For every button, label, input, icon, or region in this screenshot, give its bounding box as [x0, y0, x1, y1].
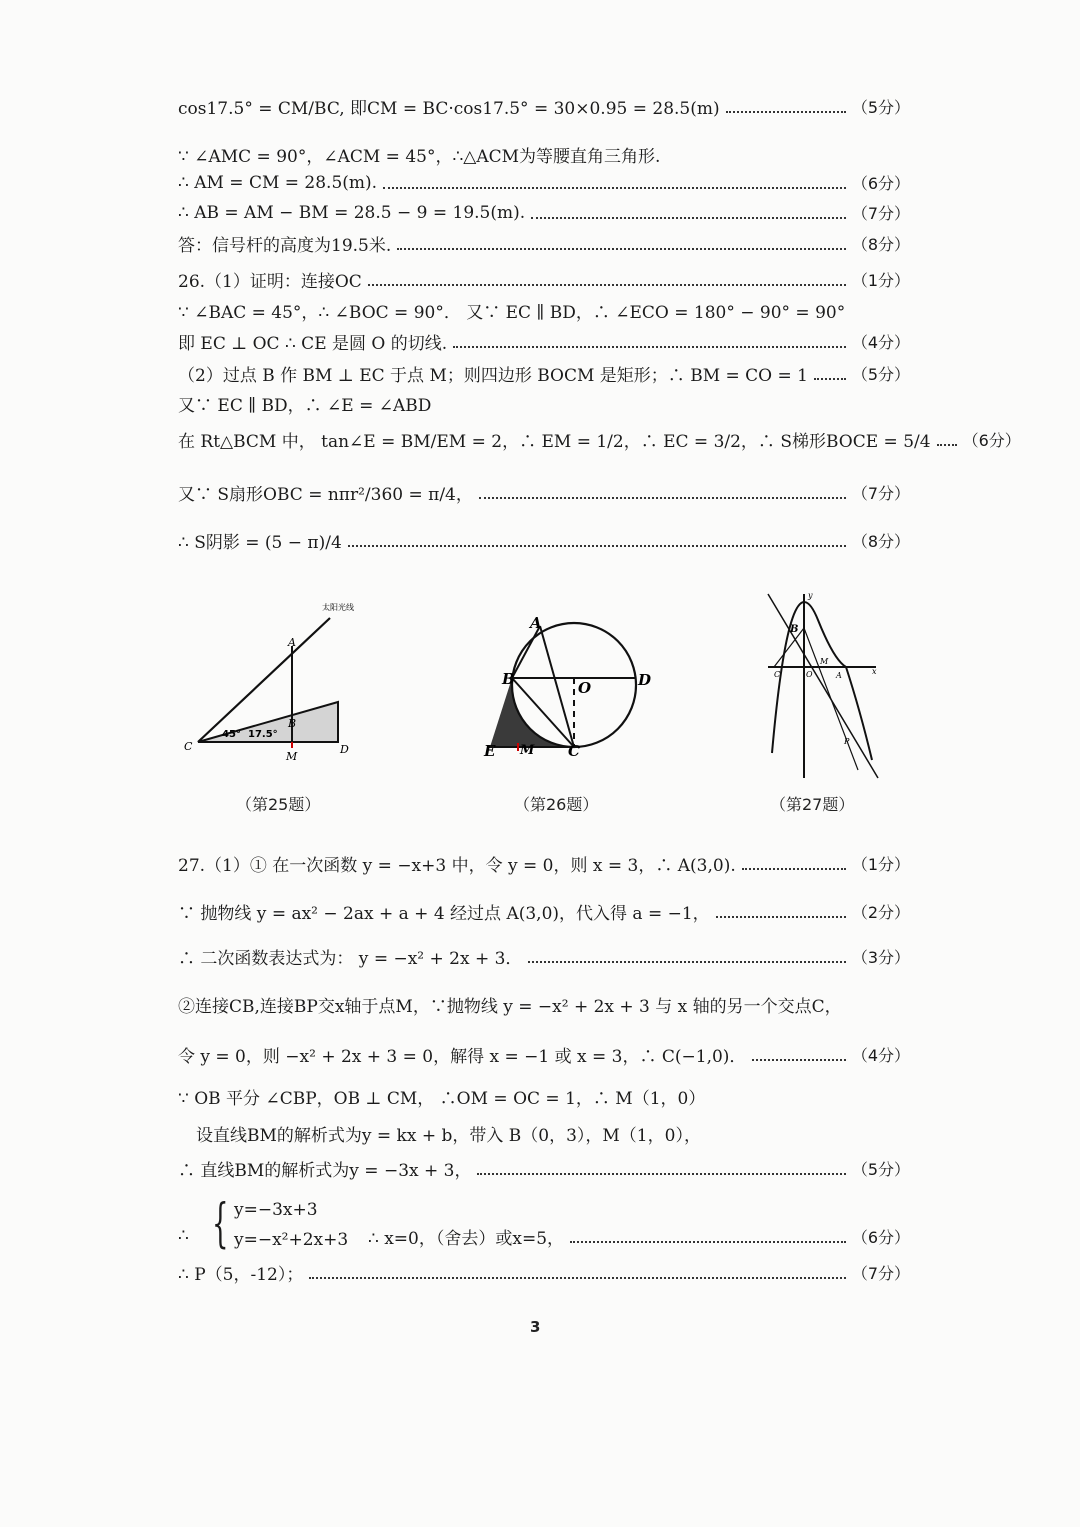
line-26-1: 26.（1）证明：连接OC （1分）: [178, 271, 910, 292]
label-E: E: [484, 742, 496, 760]
line-ab: [768, 594, 878, 778]
page-number: 3: [530, 1318, 541, 1336]
line-27-bisector: ∵ OB 平分 ∠CBP，OB ⊥ CM， ∴OM = OC = 1，∴ M（1，0）: [178, 1089, 706, 1109]
equation-2: y=−x²+2x+3: [234, 1230, 349, 1250]
line-26-sector: 又∵ S扇形OBC = nπr²/360 = π/4， （7分）: [178, 484, 910, 505]
label-A: A: [530, 614, 542, 632]
solution-text: ∴ x=0，（舍去）或x=5，: [368, 1229, 565, 1249]
label-O: O: [806, 670, 813, 679]
equation-system: [178, 1196, 910, 1258]
label-M: M: [820, 657, 829, 666]
label-B: B: [502, 670, 515, 688]
caption-25: （第25题）: [236, 795, 321, 814]
label-angle-45: 45°: [222, 729, 241, 740]
label-angle-17: 17.5°: [248, 729, 278, 740]
line-26-tangent: 即 EC ⊥ OC ∴ CE 是圆 O 的切线. （4分）: [178, 333, 910, 354]
label-P: P: [844, 737, 850, 746]
label-C: C: [184, 740, 193, 753]
equation-1: y=−3x+3: [234, 1200, 318, 1220]
line-26-shaded: ∴ S阴影 = (5 − π)/4 （8分）: [178, 532, 910, 553]
label-O: O: [578, 679, 592, 697]
line-27-1: 27.（1）① 在一次函数 y = −x+3 中，令 y = 0，则 x = 3，∴ A(3,0). （1分）: [178, 855, 910, 876]
line-26-2: （2）过点 B 作 BM ⊥ EC 于点 M；则四边形 BOCM 是矩形；∴ BM = CO = 1 （5分）: [178, 365, 910, 386]
figure-25: [176, 596, 376, 766]
line-27-parabola: ∵ 抛物线 y = ax² − 2ax + a + 4 经过点 A(3,0)，代入得 a = −1， （2分）: [178, 903, 910, 924]
brace-icon: {: [212, 1194, 229, 1254]
solution-score: （6分）: [851, 1228, 910, 1247]
line-cos-calc: cos17.5° = CM/BC, 即CM = BC·cos17.5° = 30×0.95 = 28.5(m) （5分）: [178, 98, 910, 119]
line-am-cm: ∴ AM = CM = 28.5(m). （6分）: [178, 172, 910, 193]
label-D: D: [638, 671, 652, 689]
label-B: B: [288, 717, 297, 730]
line-26-angles: ∵ ∠BAC = 45°，∴ ∠BOC = 90°． 又∵ EC ∥ BD，∴ ∠ECO = 180° − 90° = 90°: [178, 303, 846, 323]
label-C: C: [568, 742, 580, 760]
system-solution: [368, 1224, 910, 1249]
label-B: B: [790, 624, 799, 635]
line-ab: ∴ AB = AM − BM = 28.5 − 9 = 19.5(m). （7分）: [178, 202, 910, 223]
label-D: D: [340, 743, 349, 756]
chord-ab: [512, 626, 540, 678]
label-sunlight: 太阳光线: [322, 603, 354, 612]
figure-26: [480, 608, 660, 768]
line-isosceles: ∵ ∠AMC = 90°，∠ACM = 45°，∴△ACM为等腰直角三角形.: [178, 147, 661, 167]
label-M: M: [520, 743, 535, 758]
label-M: M: [286, 750, 298, 763]
line-27-2: ②连接CB,连接BP交x轴于点M，∵抛物线 y = −x² + 2x + 3 与 x 轴的另一个交点C，: [178, 997, 842, 1017]
shaded-region: [490, 678, 512, 747]
label-y: y: [808, 591, 813, 600]
line-26-parallel: 又∵ EC ∥ BD，∴ ∠E = ∠ABD: [178, 396, 432, 416]
label-A: A: [836, 671, 842, 680]
line-27-setline: 设直线BM的解析式为y = kx + b，带入 B（0，3），M（1，0），: [196, 1126, 701, 1146]
label-A: A: [288, 636, 296, 649]
line-26-tan: 在 Rt△BCM 中， tan∠E = BM/EM = 2，∴ EM = 1/2，∴ EC = 3/2，∴ S梯形BOCE = 5/4 （6分）: [178, 431, 1021, 452]
figure-27: [760, 590, 890, 786]
label-C: C: [774, 670, 781, 679]
line-answer-25: 答：信号杆的高度为19.5米. （8分）: [178, 235, 910, 256]
line-27-expression: ∴ 二次函数表达式为： y = −x² + 2x + 3． （3分）: [178, 948, 910, 969]
caption-26: （第26题）: [514, 795, 599, 814]
line-27-roots: 令 y = 0，则 −x² + 2x + 3 = 0，解得 x = −1 或 x = 3，∴ C(−1,0)． （4分）: [178, 1046, 910, 1067]
line-27-bm: ∴ 直线BM的解析式为y = −3x + 3， （5分）: [178, 1160, 910, 1181]
line-27-p: ∴ P（5，-12）； （7分）: [178, 1264, 910, 1285]
label-x: x: [872, 667, 877, 676]
caption-27: （第27题）: [770, 795, 855, 814]
therefore-symbol: ∴: [178, 1226, 189, 1246]
